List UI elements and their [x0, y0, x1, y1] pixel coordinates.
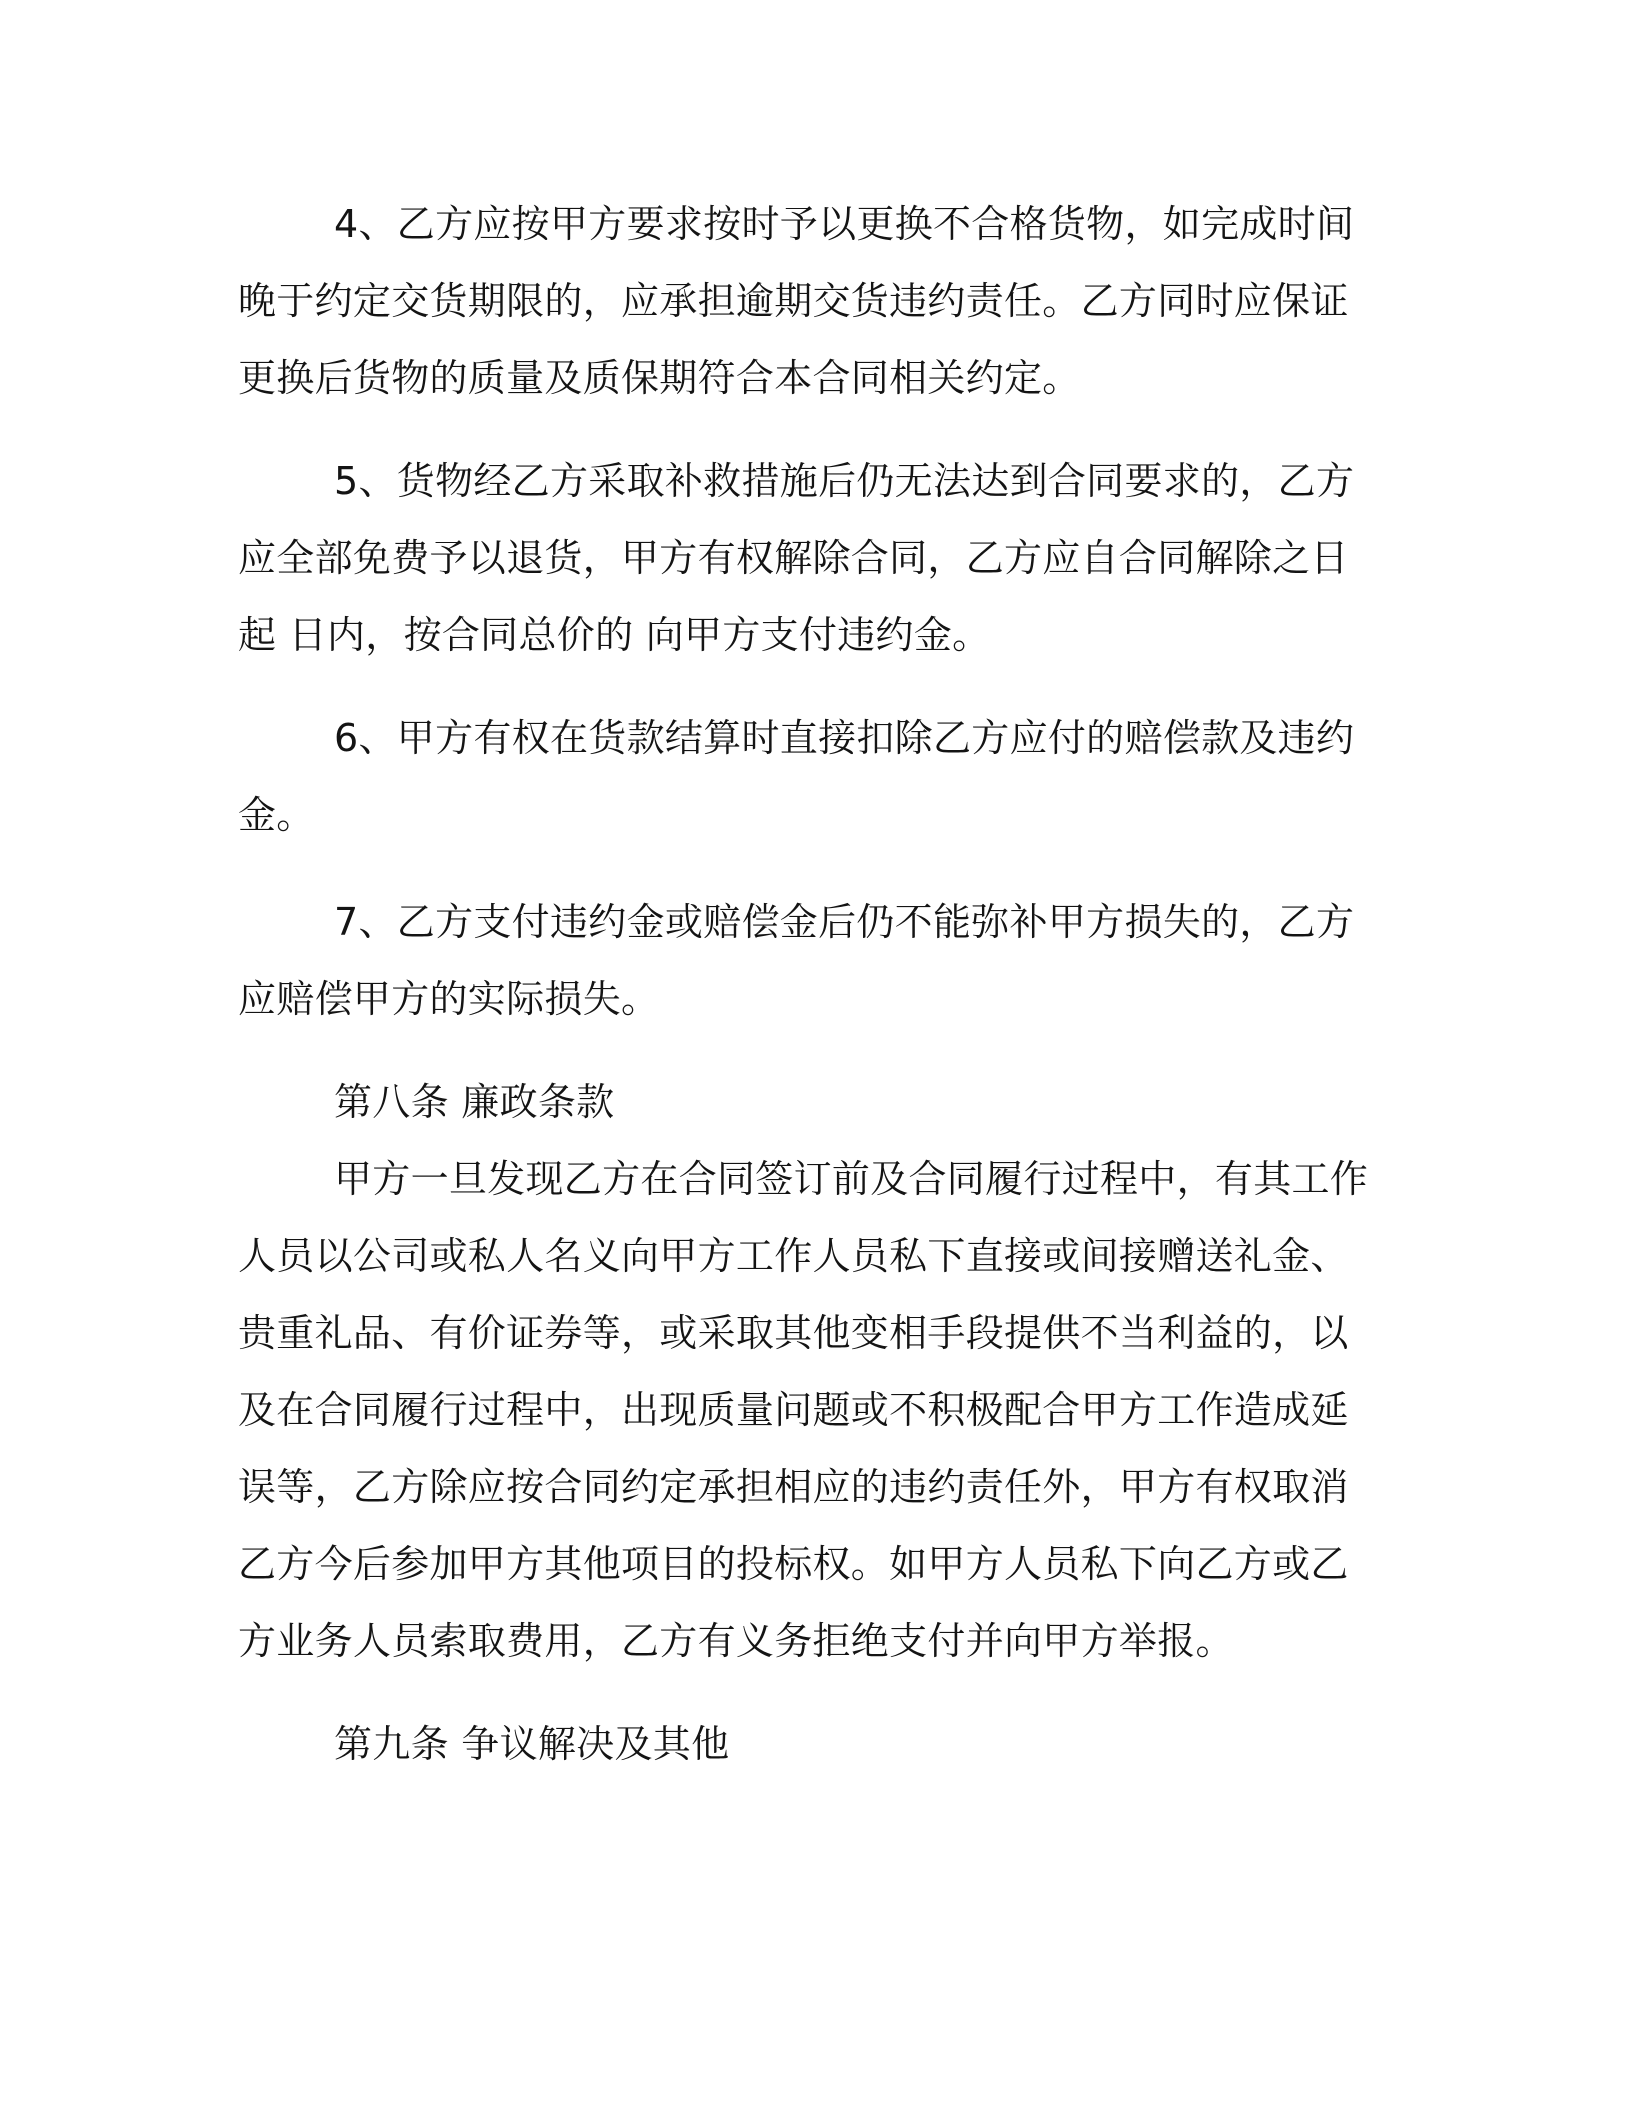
clause-4-paragraph: 4、乙方应按甲方要求按时予以更换不合格货物，如完成时间晚于约定交货期限的，应承担逾期交货违约责任。乙方同时应保证更换后货物的质量及质保期符合本合同相关约定。	[238, 202, 1355, 400]
article-8-body: 甲方一旦发现乙方在合同签订前及合同履行过程中，有其工作人员以公司或私人名义向甲方工作人员私下直接或间接赠送礼金、贵重礼品、有价证券等，或采取其他变相手段提供不当利益的，以及在合同履行过程中，出现质量问题或不积极配合甲方工作造成延误等，乙方除应按合同约定承担相应的违约责任外，甲方有权取消乙方今后参加甲方其他项目的投标权。如甲方人员私下向乙方或乙方业务人员索取费用，乙方有义务拒绝支付并向甲方举报。	[238, 1157, 1369, 1663]
document-body	[238, 186, 1386, 1783]
clause-5-paragraph: 5、货物经乙方采取补救措施后仍无法达到合同要求的，乙方应全部免费予以退货，甲方有权解除合同，乙方应自合同解除之日起 日内，按合同总价的 向甲方支付违约金。	[238, 459, 1355, 657]
clause-7-paragraph: 7、乙方支付违约金或赔偿金后仍不能弥补甲方损失的，乙方应赔偿甲方的实际损失。	[238, 900, 1355, 1021]
article-8-heading: 第八条 廉政条款	[334, 1080, 615, 1124]
article-9-heading: 第九条 争议解决及其他	[334, 1722, 730, 1766]
clause-6-paragraph: 6、甲方有权在货款结算时直接扣除乙方应付的赔偿款及违约金。	[238, 716, 1355, 837]
